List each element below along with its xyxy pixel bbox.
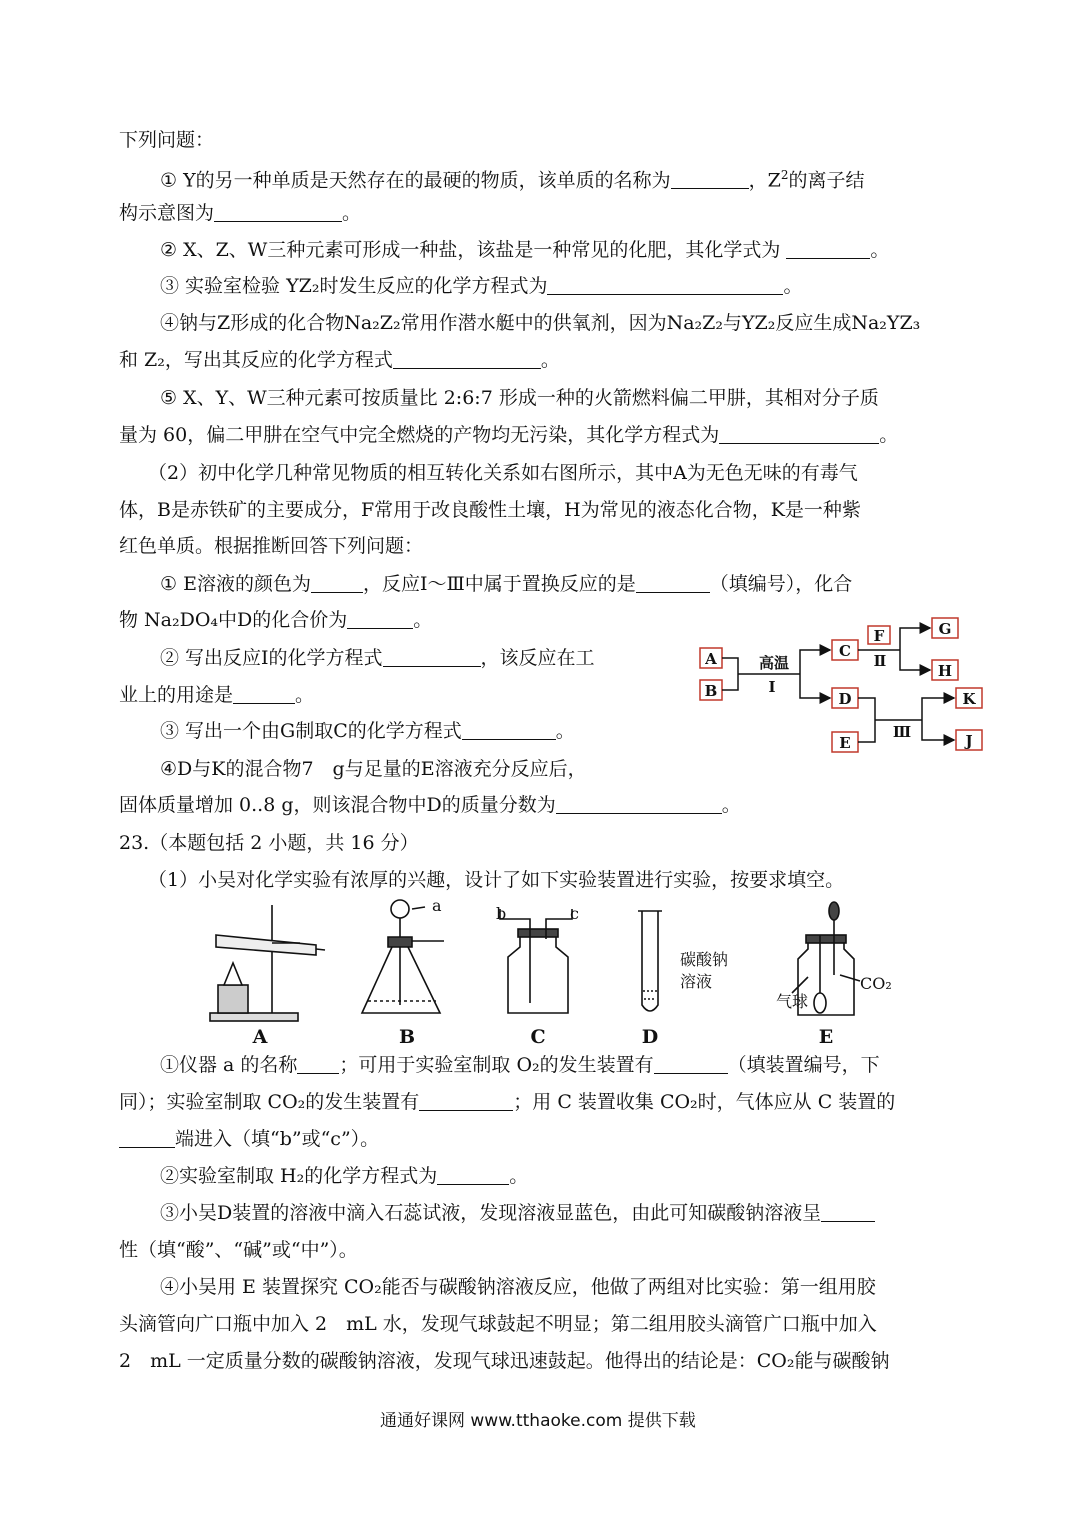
label-k: K bbox=[962, 690, 976, 708]
answer-blank[interactable] bbox=[233, 685, 295, 704]
label-g: G bbox=[938, 620, 952, 638]
question-line: 量为 60，偏二甲肼在空气中完全燃烧的产物均无污染，其化学方程式为 。 bbox=[119, 424, 899, 446]
question-line: 性（填“酸”、“碱”或“中”）。 bbox=[119, 1239, 358, 1261]
label-port-c: c bbox=[570, 904, 579, 923]
answer-blank[interactable] bbox=[654, 1055, 728, 1074]
label-e: E bbox=[839, 734, 851, 752]
apparatus-d bbox=[638, 911, 662, 1011]
question-line: （1）小吴对化学实验有浓厚的兴趣，设计了如下实验装置进行实验，按要求填空。 bbox=[148, 869, 845, 891]
figure-label-b: B bbox=[398, 1026, 416, 1045]
answer-blank[interactable] bbox=[383, 648, 481, 667]
label-c: C bbox=[839, 642, 851, 660]
section-heading: 23.（本题包括 2 小题，共 16 分） bbox=[119, 832, 419, 854]
figure-label-e: E bbox=[818, 1026, 834, 1045]
question-line: ③小吴D装置的溶液中滴入石蕊试液，发现溶液显蓝色，由此可知碳酸钠溶液呈 bbox=[160, 1200, 875, 1226]
question-line: 2 mL 一定质量分数的碳酸钠溶液，发现气球迅速鼓起。他得出的结论是：CO₂能与碳酸钠 bbox=[119, 1350, 890, 1372]
reaction-1-label: Ⅰ bbox=[768, 678, 776, 696]
apparatus-a bbox=[210, 905, 325, 1021]
label-solution: 溶液 bbox=[680, 972, 713, 991]
label-sodium-carbonate: 碳酸钠 bbox=[680, 950, 729, 969]
answer-blank[interactable] bbox=[214, 203, 342, 222]
question-line: 同）；实验室制取 CO₂的发生装置有 ；用 C 装置收集 CO₂时，气体应从 C 装置的 bbox=[119, 1091, 896, 1113]
answer-blank[interactable] bbox=[719, 425, 879, 444]
label-port-b: b bbox=[496, 904, 507, 923]
question-line: ① E溶液的颜色为 ，反应Ⅰ～Ⅲ中属于置换反应的是 （填编号），化合 bbox=[160, 573, 853, 595]
answer-blank[interactable] bbox=[556, 795, 722, 814]
figure-label-d: D bbox=[641, 1026, 659, 1045]
label-balloon: 气球 bbox=[776, 992, 809, 1011]
answer-blank[interactable] bbox=[393, 350, 541, 369]
question-line: 红色单质。根据推断回答下列问题： bbox=[119, 535, 424, 557]
question-line: ③ 实验室检验 YZ₂时发生反应的化学方程式为 。 bbox=[160, 275, 803, 297]
label-b: B bbox=[704, 682, 718, 700]
question-line: ④D与K的混合物7 g与足量的E溶液充分反应后， bbox=[160, 758, 587, 780]
answer-blank[interactable] bbox=[462, 721, 556, 740]
question-line: （2）初中化学几种常见物质的相互转化关系如右图所示，其中A为无色无味的有毒气 bbox=[148, 462, 858, 484]
answer-blank[interactable] bbox=[636, 574, 710, 593]
figure-label-a: A bbox=[252, 1026, 268, 1045]
label-a: A bbox=[705, 650, 717, 668]
answer-blank[interactable] bbox=[297, 1055, 339, 1074]
answer-blank[interactable] bbox=[821, 1203, 875, 1222]
answer-blank[interactable] bbox=[547, 276, 783, 295]
text-line: 下列问题： bbox=[119, 129, 215, 151]
answer-blank[interactable] bbox=[437, 1166, 509, 1185]
answer-blank[interactable] bbox=[347, 610, 413, 629]
question-line: 固体质量增加 0..8 g，则该混合物中D的质量分数为 。 bbox=[119, 794, 741, 816]
question-line: 物 Na₂DO₄中D的化合价为 。 bbox=[119, 609, 433, 631]
label-h: H bbox=[937, 662, 953, 680]
question-line: 业上的用途是 。 bbox=[119, 684, 315, 706]
question-line: 和 Z₂，写出其反应的化学方程式 。 bbox=[119, 349, 560, 371]
answer-blank[interactable] bbox=[786, 240, 870, 259]
page-footer: 通通好课网 www.tthaoke.com 提供下载 bbox=[380, 1411, 696, 1431]
condition-label: 高温 bbox=[758, 654, 790, 672]
apparatus-figure bbox=[200, 895, 960, 1045]
question-line: ④钠与Z形成的化合物Na₂Z₂常用作潜水艇中的供氧剂，因为Na₂Z₂与YZ₂反应生成Na₂YZ₃ bbox=[160, 312, 921, 334]
question-line: 端进入（填“b”或“c”）。 bbox=[119, 1126, 379, 1152]
question-line: 构示意图为 。 bbox=[119, 202, 362, 224]
question-line: ③ 写出一个由G制取C的化学方程式 。 bbox=[160, 720, 575, 742]
question-line: ④小吴用 E 装置探究 CO₂能否与碳酸钠溶液反应，他做了两组对比实验：第一组用胶 bbox=[160, 1276, 876, 1298]
question-line: 头滴管向广口瓶中加入 2 mL 水，发现气球鼓起不明显；第二组用胶头滴管广口瓶中加入 bbox=[119, 1313, 877, 1335]
apparatus-c bbox=[500, 909, 572, 1013]
question-line: ⑤ X、Y、W三种元素可按质量比 2:6:7 形成一种的火箭燃料偏二甲肼，其相对分子质 bbox=[160, 387, 879, 409]
apparatus-b bbox=[362, 900, 444, 1013]
question-line: 体，B是赤铁矿的主要成分，F常用于改良酸性土壤，H为常见的液态化合物，K是一种紫 bbox=[119, 499, 861, 521]
reaction-flow-diagram bbox=[690, 610, 990, 760]
answer-blank[interactable] bbox=[419, 1092, 513, 1111]
figure-label-c: C bbox=[530, 1026, 546, 1045]
label-f: F bbox=[873, 627, 885, 645]
answer-blank[interactable] bbox=[311, 574, 363, 593]
reaction-2-label: Ⅱ bbox=[873, 652, 887, 670]
question-line: ① Y的另一种单质是天然存在的最硬的物质，该单质的名称为 ，$Z^2$的离子结 bbox=[160, 168, 865, 192]
label-d: D bbox=[838, 690, 852, 708]
question-line: ② 写出反应Ⅰ的化学方程式 ，该反应在工 bbox=[160, 647, 595, 669]
label-j: J bbox=[965, 732, 973, 750]
answer-blank[interactable] bbox=[671, 170, 749, 189]
answer-blank[interactable] bbox=[119, 1129, 175, 1148]
label-co2: CO₂ bbox=[860, 974, 892, 993]
question-line: ②实验室制取 H₂的化学方程式为 。 bbox=[160, 1165, 529, 1187]
question-line: ② X、Z、W三种元素可形成一种盐，该盐是一种常见的化肥，其化学式为 。 bbox=[160, 239, 890, 261]
question-line: ①仪器 a 的名称 ；可用于实验室制取 O₂的发生装置有 （填装置编号，下 bbox=[160, 1054, 880, 1076]
reaction-3-label: Ⅲ bbox=[892, 723, 912, 741]
label-instrument-a: a bbox=[432, 896, 442, 915]
